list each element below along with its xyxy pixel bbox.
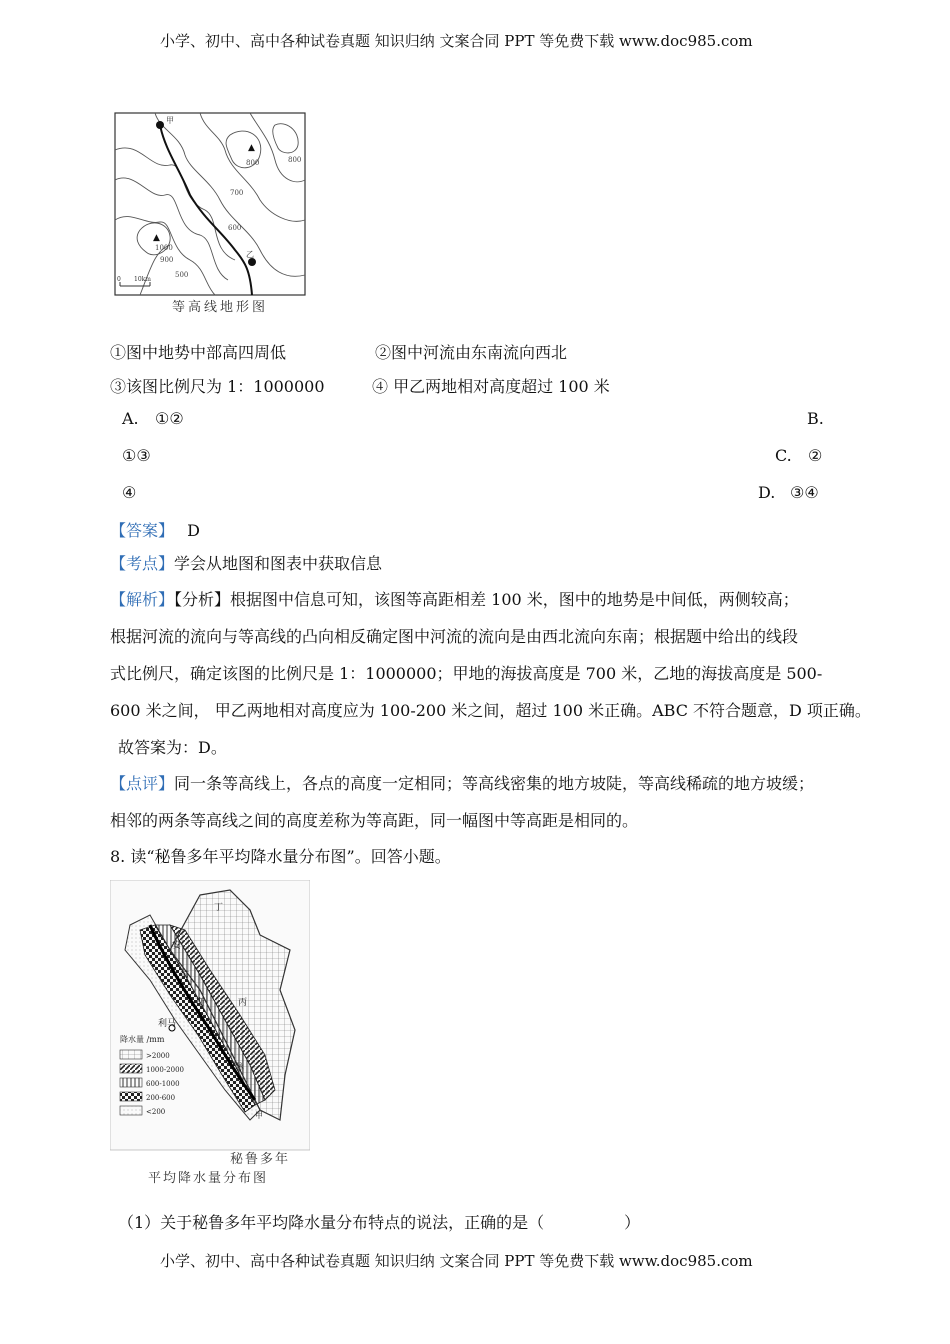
contour-map bbox=[110, 110, 310, 320]
analysis-line-1: 【解析】【分析】根据图中信息可知，该图等高距相差 100 米，图中的地势是中间低，两侧较高； bbox=[110, 590, 799, 609]
south-label: 甲 bbox=[255, 1111, 263, 1120]
mountain-char-3: 斯 bbox=[196, 998, 206, 1008]
label-900: 900 bbox=[160, 256, 174, 264]
page-footer: 小学、初中、高中各种试卷真题 知识归纳 文案合同 PPT 等免费下载 www.doc985.com bbox=[160, 1252, 753, 1270]
east-label: 丙 bbox=[238, 998, 248, 1008]
legend-label-3: 600-1000 bbox=[146, 1080, 180, 1088]
legend-label-2: 1000-2000 bbox=[146, 1066, 184, 1074]
statement-3: ③该图比例尺为 1：1000000 bbox=[110, 377, 325, 396]
answer-tag: 【答案】 bbox=[110, 521, 175, 540]
option-b-value: ①③ bbox=[122, 446, 151, 465]
scale-10km: 10km bbox=[134, 276, 151, 283]
answer-row bbox=[110, 518, 200, 541]
legend-swatch-1 bbox=[120, 1050, 142, 1059]
option-a-value: ①② bbox=[155, 409, 184, 428]
legend-swatch-3 bbox=[120, 1078, 142, 1087]
figure1-caption: 等高线地形图 bbox=[172, 300, 269, 315]
analysis-line-4: 600 米之间， 甲乙两地相对高度应为 100-200 米之间，超过 100 米正确。ABC 不符合题意，D 项正确。 bbox=[110, 701, 871, 720]
statement-1: ①图中地势中部高四周低 bbox=[110, 343, 287, 362]
statement-2: ②图中河流由东南流向西北 bbox=[375, 343, 568, 362]
option-a-label: A. bbox=[122, 409, 139, 428]
option-d-value: ③④ bbox=[790, 483, 819, 502]
question-8-title: 8. 读“秘鲁多年平均降水量分布图”。回答小题。 bbox=[110, 847, 451, 866]
label-500: 500 bbox=[175, 271, 189, 279]
legend-swatch-5 bbox=[120, 1106, 142, 1115]
comment-line-1: 【点评】同一条等高线上，各点的高度一定相同；等高线密集的地方坡陡，等高线稀疏的地方坡缓； bbox=[110, 774, 815, 793]
point-value: 学会从地图和图表中获取信息 bbox=[174, 554, 383, 573]
answer-value: D bbox=[187, 521, 200, 540]
legend-swatch-2 bbox=[120, 1064, 142, 1073]
comment-tag: 【点评】 bbox=[110, 774, 175, 793]
label-jia: 甲 bbox=[166, 116, 174, 125]
peak-icon: ▲ bbox=[153, 233, 160, 243]
option-b-label: B. bbox=[807, 409, 824, 428]
label-700: 700 bbox=[230, 189, 244, 197]
scale-zero: 0 bbox=[117, 276, 121, 283]
label-600: 600 bbox=[228, 224, 242, 232]
statement-4: ④ 甲乙两地相对高度超过 100 米 bbox=[372, 377, 610, 396]
north-label: 丁 bbox=[214, 903, 224, 913]
comment-line-2: 相邻的两条等高线之间的高度差称为等高距，同一幅图中等高距是相同的。 bbox=[110, 811, 639, 830]
figure2-caption-2: 平均降水量分布图 bbox=[148, 1171, 269, 1186]
peru-map-figure bbox=[110, 880, 310, 1185]
mountain-char-1: 安 bbox=[172, 941, 182, 951]
legend-label-5: <200 bbox=[146, 1108, 166, 1116]
legend-title: 降水量 /mm bbox=[120, 1035, 165, 1044]
analysis-line-2: 根据河流的流向与等高线的凸向相反确定图中河流的流向是由西北流向东南；根据题中给出的线段 bbox=[110, 627, 799, 646]
page-header: 小学、初中、高中各种试卷真题 知识归纳 文案合同 PPT 等免费下载 www.doc985.com bbox=[160, 32, 753, 50]
question-8-1: （1）关于秘鲁多年平均降水量分布特点的说法，正确的是（ ） bbox=[118, 1213, 641, 1232]
point-row bbox=[110, 551, 382, 574]
legend-swatch-4 bbox=[120, 1092, 142, 1101]
legend-label-1: >2000 bbox=[146, 1052, 170, 1060]
analysis-line-3: 式比例尺，确定该图的比例尺是 1：1000000；甲地的海拔高度是 700 米，乙地的海拔高度是 500- bbox=[110, 664, 823, 683]
peru-map bbox=[110, 880, 310, 1185]
option-c-continued: ④ bbox=[122, 483, 137, 502]
option-c-label: C. bbox=[775, 446, 792, 465]
analysis-line-5: 故答案为：D。 bbox=[118, 738, 227, 757]
label-yi: 乙 bbox=[246, 250, 254, 259]
peak-icon: ▲ bbox=[248, 143, 255, 153]
label-800b: 800 bbox=[288, 156, 302, 164]
label-1000: 1000 bbox=[155, 244, 173, 252]
legend-label-4: 200-600 bbox=[146, 1094, 176, 1102]
mountain-char-5: 脉 bbox=[235, 1063, 245, 1073]
label-800a: 800 bbox=[246, 159, 260, 167]
option-d-label: D. bbox=[758, 483, 776, 502]
point-tag: 【考点】 bbox=[110, 554, 175, 573]
analysis-tag: 解析 bbox=[126, 590, 159, 609]
option-c-value: ② bbox=[808, 446, 823, 465]
city-lima: 利马 bbox=[158, 1019, 177, 1029]
mountain-char-4: 山 bbox=[215, 1033, 225, 1043]
figure2-caption-1: 秘鲁多年 bbox=[230, 1152, 291, 1167]
mountain-char-2: 第 bbox=[180, 971, 190, 981]
contour-map-figure bbox=[110, 110, 310, 320]
